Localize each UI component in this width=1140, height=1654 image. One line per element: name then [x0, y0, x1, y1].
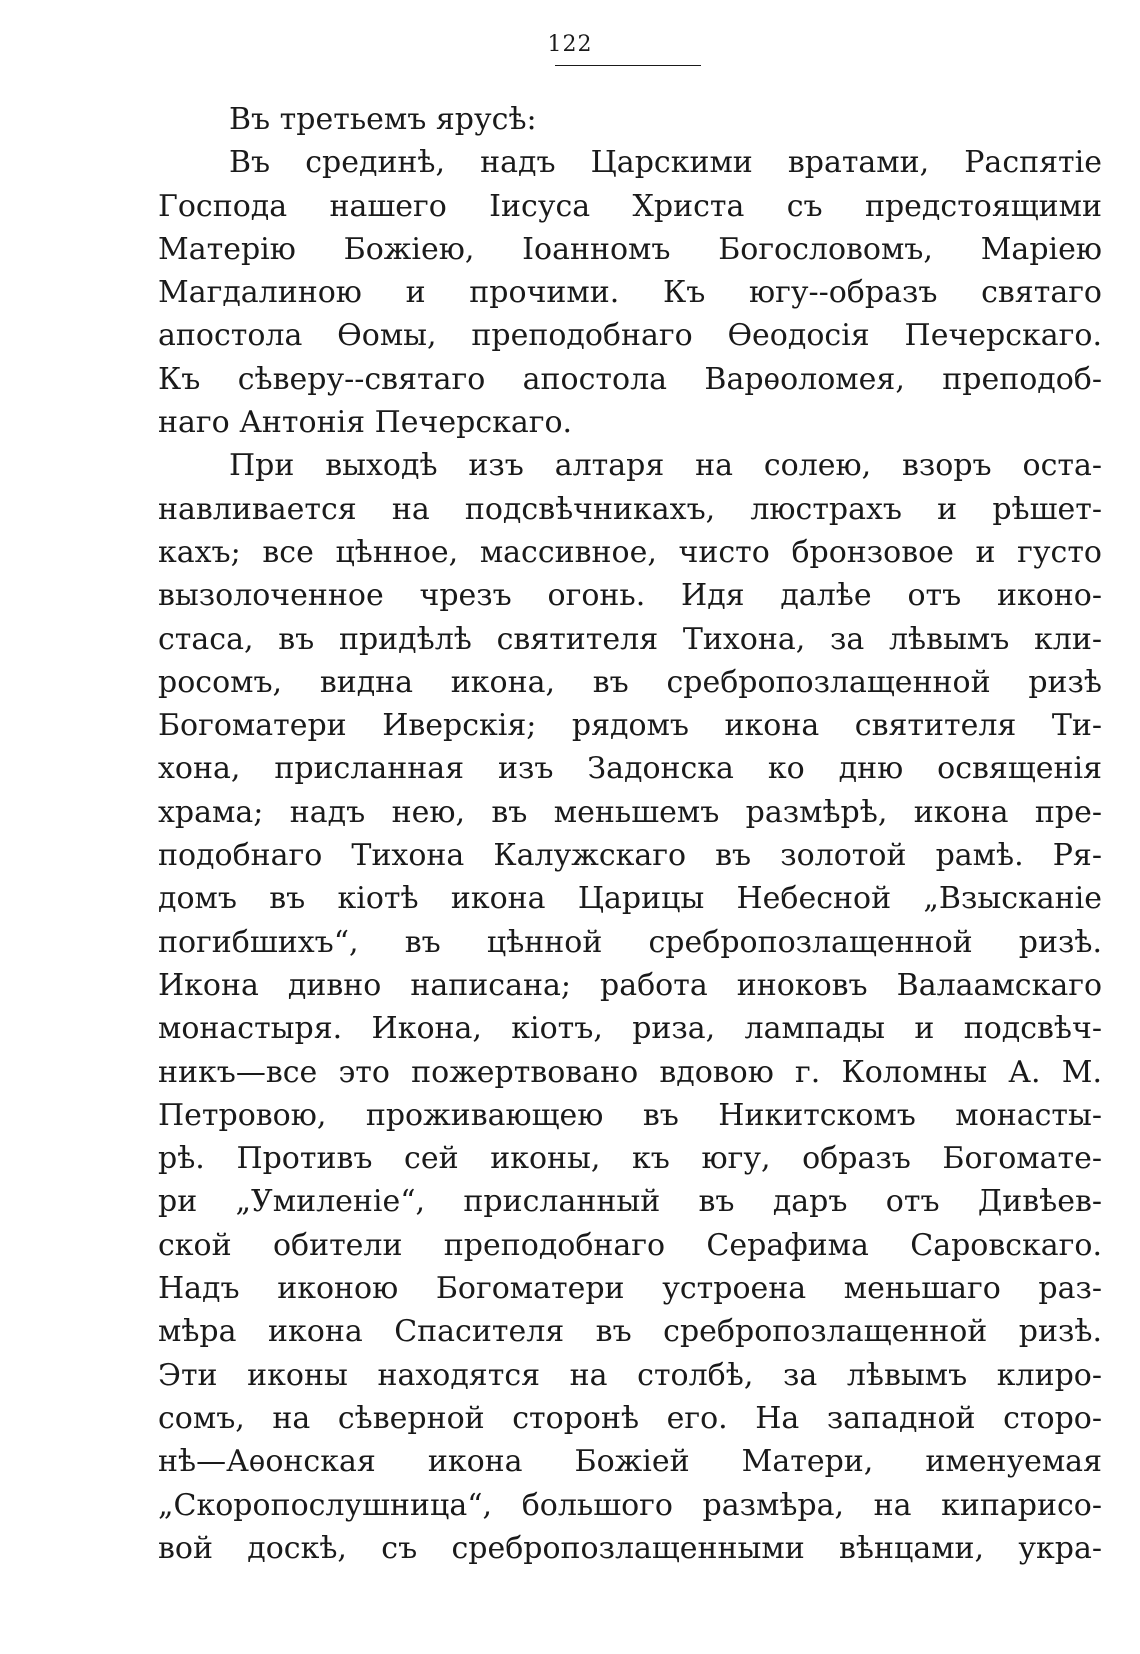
text-line: Эти иконы находятся на столбѣ, за лѣвымъ клиро-	[158, 1357, 1102, 1393]
text-line: Надъ иконою Богоматери устроена меньшаго раз-	[158, 1271, 1102, 1307]
text-line: Богоматери Иверскія; рядомъ икона святителя Ти-	[158, 708, 1102, 744]
text-line: Въ срединѣ, надъ Царскими вратами, Распятіе	[229, 145, 1102, 181]
page-number-rule	[555, 65, 701, 66]
text-line: ской обители преподобнаго Серафима Саровскаго.	[158, 1227, 1102, 1263]
text-line: Петровою, проживающею въ Никитскомъ монасты-	[158, 1097, 1102, 1133]
page-number: 122	[547, 32, 593, 57]
text-line: Икона дивно написана; работа иноковъ Валаамскаго	[158, 967, 1102, 1003]
text-line: Къ сѣверу--святаго апостола Варѳоломея, преподоб-	[158, 361, 1102, 397]
text-line: монастыря. Икона, кіотъ, риза, лампады и подсвѣч-	[158, 1011, 1102, 1047]
text-line: навливается на подсвѣчникахъ, люстрахъ и рѣшет-	[158, 491, 1102, 527]
text-line: домъ въ кіотѣ икона Царицы Небесной „Взысканіе	[158, 881, 1102, 917]
text-line: мѣра икона Спасителя въ сребропозлащенной ризѣ.	[158, 1314, 1102, 1350]
text-line: хона, присланная изъ Задонска ко дню освященія	[158, 751, 1102, 787]
text-line: Магдалиною и прочими. Къ югу--образъ святаго	[158, 275, 1102, 311]
text-line: вызолоченное чрезъ огонь. Идя далѣе отъ иконо-	[158, 578, 1102, 614]
text-line: Матерію Божіею, Іоанномъ Богословомъ, Маріею	[158, 231, 1102, 267]
text-line: погибшихъ“, въ цѣнной сребропозлащенной ризѣ.	[158, 924, 1102, 960]
text-line: рѣ. Противъ сей иконы, къ югу, образъ Богомате-	[158, 1141, 1102, 1177]
text-line: вой доскѣ, съ сребропозлащенными вѣнцами, укра-	[158, 1530, 1102, 1566]
text-line: сомъ, на сѣверной сторонѣ его. На западной сторо-	[158, 1400, 1102, 1436]
text-line: ри „Умиленіе“, присланный въ даръ отъ Дивѣев-	[158, 1184, 1102, 1220]
text-line: стаса, въ придѣлѣ святителя Тихона, за лѣвымъ кли-	[158, 621, 1102, 657]
text-line: кахъ; все цѣнное, массивное, чисто бронзовое и густо	[158, 534, 1102, 570]
text-line: Господа нашего Іисуса Христа съ предстоящими	[158, 188, 1102, 224]
text-line: нѣ—Аѳонская икона Божіей Матери, именуемая	[158, 1444, 1102, 1480]
text-line: храма; надъ нею, въ меньшемъ размѣрѣ, икона пре-	[158, 794, 1102, 830]
text-line: росомъ, видна икона, въ сребропозлащенной ризѣ	[158, 664, 1102, 700]
text-line: наго Антонія Печерскаго.	[158, 405, 573, 441]
text-line: подобнаго Тихона Калужскаго въ золотой рамѣ. Ря-	[158, 838, 1102, 874]
body-text	[158, 98, 1102, 1570]
text-line: Въ третьемъ ярусѣ:	[229, 102, 537, 137]
text-line: никъ—все это пожертвовано вдовою г. Коломны А. М.	[158, 1054, 1102, 1090]
text-line: апостола Ѳомы, преподобнаго Ѳеодосія Печерскаго.	[158, 318, 1102, 354]
text-line: При выходѣ изъ алтаря на солею, взоръ оста-	[229, 448, 1102, 484]
text-line: „Скоропослушница“, большого размѣра, на кипарисо-	[158, 1487, 1102, 1523]
